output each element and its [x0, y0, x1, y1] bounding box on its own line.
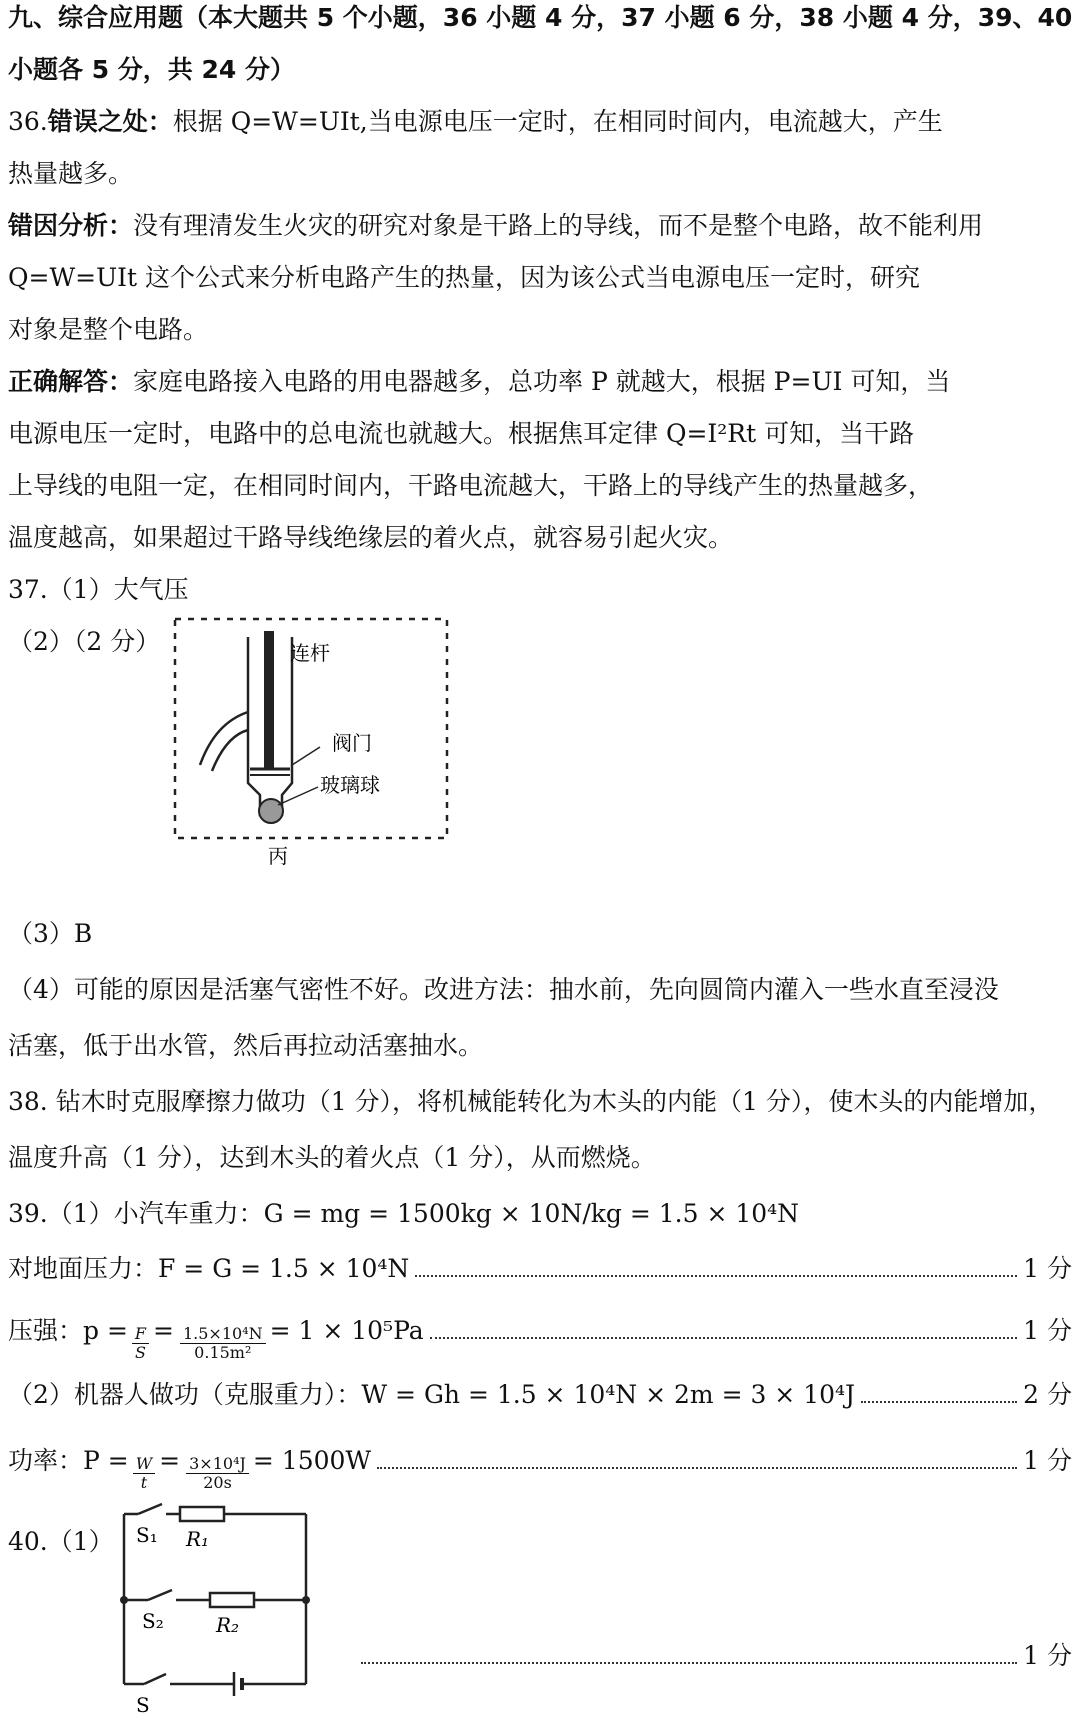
q36-error-text: 根据 Q=W=UIt,当电源电压一定时，在相同时间内，电流越大，产生 [172, 107, 943, 136]
rod-label: 连杆 [290, 641, 330, 665]
section-header-line2: 小题各 5 分，共 24 分） [8, 55, 296, 84]
q39-work-row [8, 1379, 1072, 1411]
q38-line1: 38. 钻木时克服摩擦力做功（1 分），将机械能转化为木头的内能（1 分），使木头的内能增加， [8, 1087, 1054, 1116]
q40-score: 1 分 [1023, 1641, 1072, 1670]
section-header-line1: 九、综合应用题（本大题共 5 个小题，36 小题 4 分，37 小题 6 分，38 小题 4 分，39、40 [8, 3, 1073, 32]
q36-answer [8, 366, 1072, 398]
q36-number: 36. [8, 107, 48, 136]
q36-answer-line3: 上导线的电阻一定，在相同时间内，干路电流越大，干路上的导线产生的热量越多， [8, 471, 934, 500]
q36-analysis-line2: Q=W=UIt 这个公式来分析电路产生的热量，因为该公式当电源电压一定时，研究 [8, 263, 921, 292]
leader-dots [430, 1337, 1017, 1339]
label-s: S [136, 1693, 150, 1716]
q36-error [8, 106, 1072, 138]
q40-label: 40.（1） [8, 1527, 114, 1556]
resistor-r2 [210, 1593, 254, 1607]
q39-line2-score: 1 分 [1023, 1254, 1072, 1283]
junction-right [302, 1596, 310, 1604]
q36-answer-line2: 电源电压一定时，电路中的总电流也就越大。根据焦耳定律 Q=I²Rt 可知，当干路 [8, 419, 915, 448]
switch-s1 [138, 1504, 162, 1514]
label-s2: S₂ [142, 1609, 164, 1633]
label-r1: R₁ [186, 1527, 210, 1551]
q36-analysis [8, 210, 1072, 242]
q36-error-label: 错误之处： [47, 107, 173, 136]
valve-label: 阀门 [332, 731, 372, 755]
q39-pressure-force-row [8, 1253, 1072, 1285]
q36-analysis-label: 错因分析： [8, 211, 134, 240]
q39-line5-score: 1 分 [1023, 1446, 1072, 1475]
leader-dots [361, 1662, 1017, 1664]
fraction-w-over-t: $\frac{W}{t}$ [133, 1455, 155, 1492]
ball-label: 玻璃球 [320, 773, 380, 797]
pump-diagram [160, 615, 460, 870]
q36-analysis-line3: 对象是整个电路。 [8, 315, 209, 344]
q39-line2: 对地面压力：F = G = 1.5 × 10⁴N [8, 1254, 410, 1283]
q39-line3-result: = 1 × 10⁵Pa [269, 1316, 424, 1345]
ball-leader [278, 787, 318, 805]
outlet-pipe-outer [200, 712, 248, 765]
junction-left [120, 1596, 128, 1604]
outlet-pipe-inner [212, 730, 248, 771]
q36-answer-label: 正确解答： [8, 367, 134, 396]
resistor-r1 [180, 1507, 224, 1521]
q37-part4-line1: （4）可能的原因是活塞气密性不好。改进方法：抽水前，先向圆筒内灌入一些水直至浸没 [8, 975, 999, 1004]
valve-leader [292, 747, 320, 765]
q39-power-row: 功率：P = $\frac{W}{t}$ = $\frac{\text{3×10⁴J}}{20s}$ = 1500W 1 分 [8, 1446, 1072, 1492]
q39-line1: 39.（1）小汽车重力：G = mg = 1500kg × 10N/kg = 1.5 × 10⁴N [8, 1199, 800, 1228]
q40-score-row [355, 1640, 1072, 1672]
circuit-diagram [110, 1500, 320, 1716]
q39-pressure-row: 压强：p = $\frac{F}{S}$ = $\frac{\text{1.5×10⁴N}}{\text{0.15m²}}$ = 1 × 10⁵Pa 1 分 [8, 1316, 1072, 1362]
label-s1: S₁ [136, 1523, 158, 1547]
fraction-power-values: $\frac{\text{3×10⁴J}}{20s}$ [186, 1455, 249, 1492]
fraction-f-over-s: $\frac{F}{S}$ [132, 1325, 149, 1362]
q37-part2: （2）（2 分） [8, 627, 161, 656]
fraction-pressure-values: $\frac{\text{1.5×10⁴N}}{\text{0.15m²}}$ [180, 1325, 266, 1362]
q39-line3-prefix: 压强：p = [8, 1316, 128, 1345]
q36-answer-line4: 温度越高，如果超过干路导线绝缘层的着火点，就容易引起火灾。 [8, 523, 734, 552]
q36-analysis-text: 没有理清发生火灾的研究对象是干路上的导线，而不是整个电路，故不能利用 [133, 211, 984, 240]
q37-part3: （3）B [8, 919, 93, 948]
q39-line3-score: 1 分 [1023, 1316, 1072, 1345]
q38-line2: 温度升高（1 分），达到木头的着火点（1 分），从而燃烧。 [8, 1143, 656, 1172]
glass-ball [259, 799, 283, 823]
diagram-caption: 丙 [268, 844, 288, 868]
switch-s2 [148, 1590, 172, 1600]
connecting-rod [264, 631, 274, 769]
leader-dots [377, 1467, 1017, 1469]
q39-line4-score: 2 分 [1023, 1380, 1072, 1409]
q39-line5-prefix: 功率：P = [8, 1446, 129, 1475]
q37-part1: 37.（1）大气压 [8, 575, 189, 604]
q36-answer-text: 家庭电路接入电路的用电器越多，总功率 P 就越大，根据 P=UI 可知，当 [133, 367, 951, 396]
q36-error-line2: 热量越多。 [8, 159, 134, 188]
label-r2: R₂ [216, 1613, 240, 1637]
leader-dots [861, 1401, 1017, 1403]
switch-s [144, 1674, 166, 1684]
leader-dots [415, 1275, 1017, 1277]
q39-line4: （2）机器人做功（克服重力）：W = Gh = 1.5 × 10⁴N × 2m = 3 × 10⁴J [8, 1380, 856, 1409]
q37-part4-line2: 活塞，低于出水管，然后再拉动活塞抽水。 [8, 1031, 484, 1060]
q39-line5-result: = 1500W [252, 1446, 372, 1475]
